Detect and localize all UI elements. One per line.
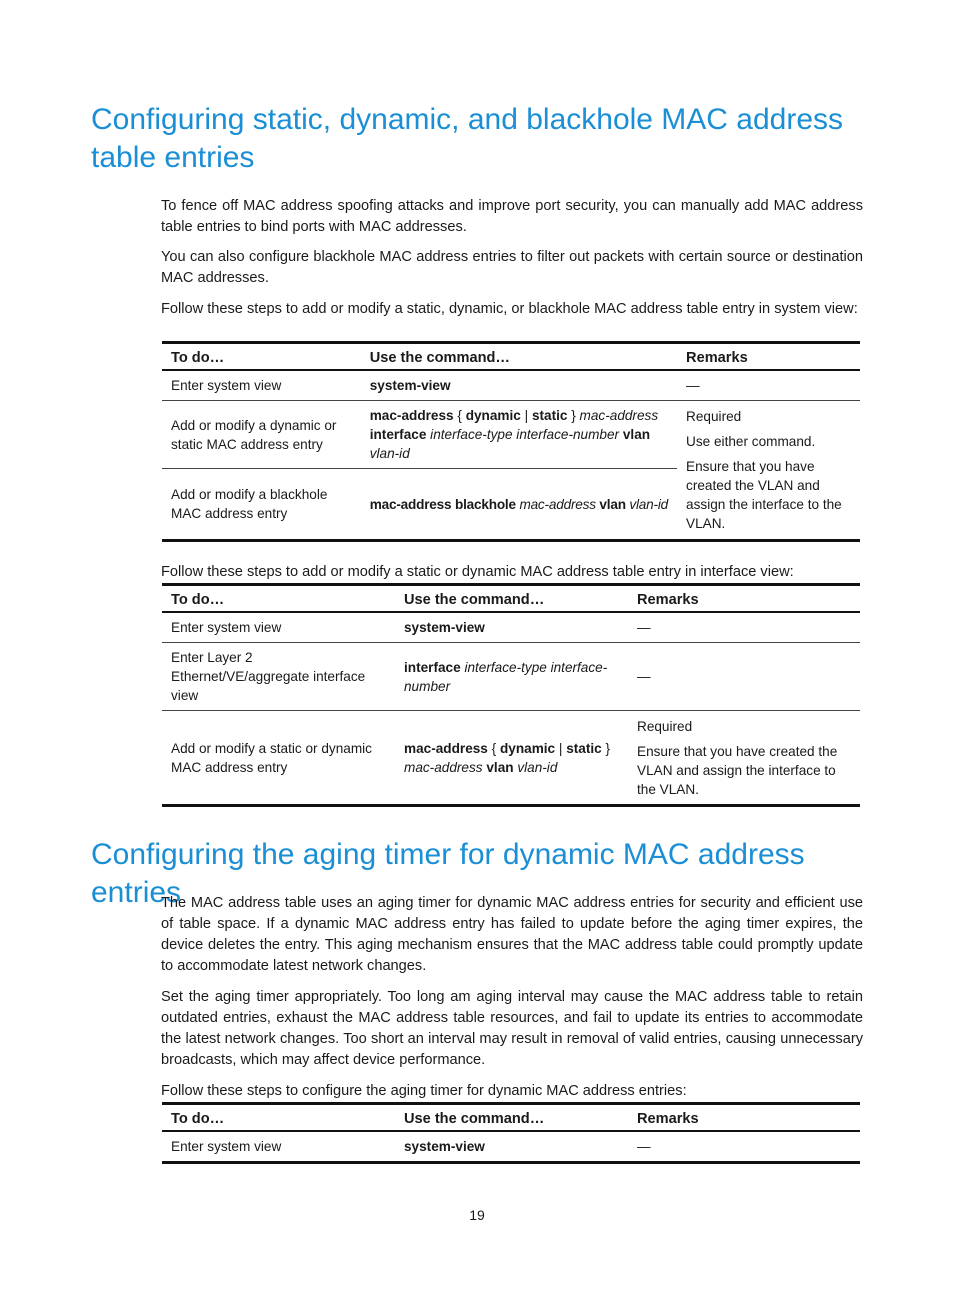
blackhole-paragraph: You can also configure blackhole MAC address entries to filter out packets with certain source or destination MAC addresses. — [161, 249, 863, 286]
table-header-row — [162, 343, 860, 371]
cmd-argument: interface-type interface-number — [430, 427, 620, 442]
header-todo: To do… — [162, 585, 395, 613]
cmd-argument: vlan-id — [517, 759, 558, 775]
cmd-keyword: vlan — [486, 759, 514, 775]
table-header-row — [162, 585, 860, 613]
cmd-argument: vlan-id — [629, 496, 669, 512]
cmd-keyword: dynamic — [499, 740, 556, 756]
remarks-either: Use either command. — [686, 434, 816, 449]
todo-cell: Enter system view — [162, 1131, 395, 1163]
remarks-ensure: Ensure that you have created the VLAN and assign the interface to the VLAN. — [637, 744, 838, 797]
table-row — [162, 643, 860, 711]
cmd-argument: mac-address — [579, 408, 659, 423]
section-title-aging-timer: Configuring the aging timer for dynamic MAC address entries — [91, 838, 805, 909]
table-row — [162, 1131, 860, 1163]
remarks-ensure: Ensure that you have created the VLAN and assign the interface to the VLAN. — [686, 459, 842, 531]
header-todo: To do… — [162, 343, 361, 371]
command-cell — [361, 469, 677, 541]
remarks-cell: — — [628, 1131, 860, 1163]
todo-cell: Add or modify a blackhole MAC address entry — [162, 469, 361, 541]
table-row — [162, 401, 860, 469]
remarks-required: Required — [637, 719, 693, 734]
todo-cell: Add or modify a static or dynamic MAC address entry — [162, 711, 395, 806]
intro-paragraph: To fence off MAC address spoofing attacks and improve port security, you can manually add MAC address table entries to bind ports with MAC addresses. — [161, 198, 863, 235]
command-cell: system-view — [361, 370, 677, 401]
cmd-keyword: vlan — [599, 496, 626, 512]
cmd-syntax: | — [520, 408, 532, 423]
cmd-keyword: mac-address — [404, 740, 488, 756]
interface-view-command-table — [162, 583, 860, 807]
steps-aging-timer-paragraph: Follow these steps to configure the aging timer for dynamic MAC address entries: — [161, 1083, 687, 1099]
steps-interface-view-paragraph: Follow these steps to add or modify a static or dynamic MAC address table entry in interface view: — [161, 564, 794, 580]
todo-cell: Enter Layer 2 Ethernet/VE/aggregate interface view — [162, 643, 395, 711]
table-row — [162, 370, 860, 401]
cmd-syntax: } — [601, 740, 611, 756]
cmd-syntax: { — [453, 408, 466, 423]
header-remarks: Remarks — [628, 1104, 860, 1132]
header-command: Use the command… — [361, 343, 677, 371]
header-todo: To do… — [162, 1104, 395, 1132]
aging-timer-command-table — [162, 1102, 860, 1164]
page-number: 19 — [469, 1207, 485, 1223]
cmd-keyword: static — [531, 408, 568, 423]
header-remarks: Remarks — [628, 585, 860, 613]
table-row — [162, 711, 860, 806]
section-title-static-dynamic-blackhole — [91, 101, 891, 177]
steps-system-view-paragraph: Follow these steps to add or modify a static, dynamic, or blackhole MAC address table entry in system view: — [161, 301, 858, 317]
remarks-cell: — — [677, 370, 860, 401]
cmd-keyword: static — [566, 740, 602, 756]
todo-cell: Enter system view — [162, 370, 361, 401]
aging-interval-paragraph: Set the aging timer appropriately. Too long am aging interval may cause the MAC address table to retain outdated entries, exhaust the MAC address table resources, and fail to update its entries to accommodate the latest network changes. Too short an interval may result in removal of valid entries, causing unnecessary broadcasts, which may affect device performance. — [161, 989, 863, 1068]
cmd-argument: mac-address — [519, 496, 596, 512]
command-cell — [395, 643, 628, 711]
section-title-line2: table entries — [91, 141, 255, 174]
table-row — [162, 612, 860, 643]
todo-cell: Enter system view — [162, 612, 395, 643]
cmd-keyword: interface — [369, 427, 427, 442]
cmd-keyword: interface — [404, 659, 461, 675]
cmd-syntax: | — [555, 740, 567, 756]
cmd-keyword: vlan — [622, 427, 651, 442]
remarks-required: Required — [686, 409, 742, 424]
system-view-command-table — [162, 341, 860, 542]
header-command: Use the command… — [395, 585, 628, 613]
command-cell — [395, 711, 628, 806]
remarks-cell — [628, 711, 860, 806]
command-cell: system-view — [395, 1131, 628, 1163]
remarks-cell — [677, 401, 860, 541]
header-remarks: Remarks — [677, 343, 860, 371]
cmd-keyword: mac-address — [369, 408, 454, 423]
cmd-keyword: mac-address blackhole — [369, 496, 516, 512]
command-cell — [361, 401, 677, 469]
command-cell: system-view — [395, 612, 628, 643]
cmd-syntax: } — [567, 408, 580, 423]
section-title-line1: Configuring static, dynamic, and blackhole MAC address — [91, 103, 844, 136]
remarks-cell: — — [628, 643, 860, 711]
aging-timer-paragraph: The MAC address table uses an aging timer for dynamic MAC address entries for security and efficient use of table space. If a dynamic MAC address entry has failed to update before the aging timer expires, the device deletes the entry. This aging mechanism ensures that the MAC address table could promptly update to accommodate latest network changes. — [161, 895, 863, 974]
cmd-argument: interface-type interface-number — [404, 659, 608, 694]
header-command: Use the command… — [395, 1104, 628, 1132]
cmd-argument: vlan-id — [369, 446, 410, 461]
cmd-keyword: dynamic — [465, 408, 521, 423]
cmd-argument: mac-address — [404, 759, 483, 775]
table-header-row — [162, 1104, 860, 1132]
remarks-cell: — — [628, 612, 860, 643]
cmd-syntax: { — [487, 740, 500, 756]
todo-cell: Add or modify a dynamic or static MAC address entry — [162, 401, 361, 469]
